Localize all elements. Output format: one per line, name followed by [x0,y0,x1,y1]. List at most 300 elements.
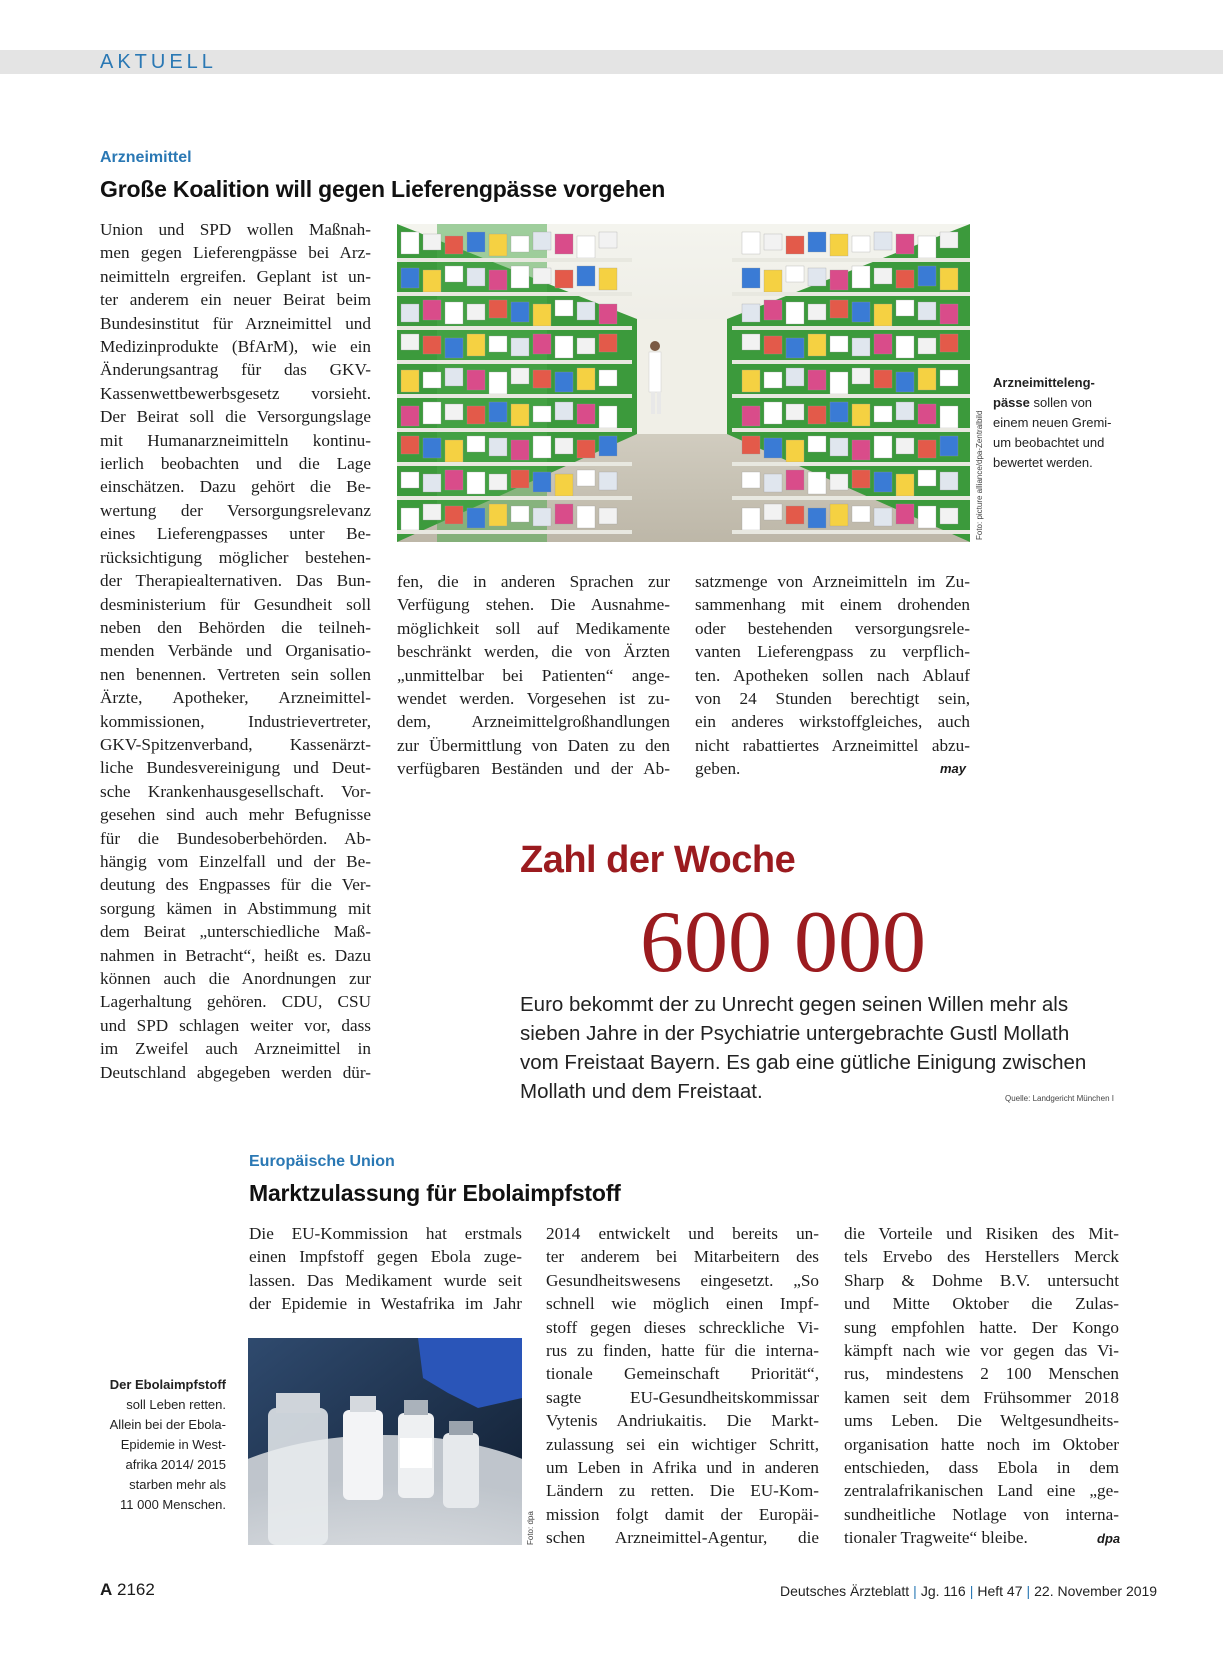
medicine-box [852,404,870,426]
medicine-box [830,402,848,422]
article1-col2-line: zur Übermittlung von Daten zu den [397,735,670,755]
medicine-box [742,304,760,322]
medicine-box [918,404,936,424]
medicine-box [808,436,826,452]
article1-col1-line: Änderungsantrag für das GKV- [100,360,371,380]
article1-photo-credit: Foto: picture alliance/dpa-Zentralbild [975,410,984,540]
article2-col2-line: Gesundheitswesens eingesetzt. „So [546,1270,819,1290]
article2-photo-credit: Foto: dpa [526,1511,535,1545]
shelf-board [732,428,970,432]
vaccine-illustration [248,1338,522,1545]
medicine-box [918,236,936,258]
zahl-text-line: Euro bekommt der zu Unrecht gegen seinen Willen mehr als [520,993,1069,1016]
article1-caption [993,373,1123,473]
article2-col3-line: die Vorteile und Risiken des Mit- [844,1224,1119,1243]
medicine-box [918,368,936,390]
medicine-box [918,470,936,486]
medicine-box [533,406,551,422]
medicine-box [533,436,551,458]
medicine-box [808,304,826,320]
medicine-box [577,266,595,286]
medicine-box [830,336,848,352]
article1-col1-line: sche Krankenhausgesellschaft. Vor- [100,781,371,801]
article2-caption-line: starben mehr als [129,1477,226,1492]
medicine-box [599,406,617,428]
medicine-box [808,406,826,424]
medicine-box [577,440,595,458]
medicine-box [830,234,848,256]
medicine-box [555,234,573,254]
medicine-box [852,338,870,356]
footer-citation: Deutsches Ärzteblatt | Jg. 116 | Heft 47 | 22. November 2019 [780,1583,1158,1599]
medicine-box [423,336,441,354]
article2-col2-line: stoff gegen dieses schreckliche Vi- [546,1317,819,1337]
medicine-box [742,406,760,426]
article2-caption-line: soll Leben retten. [126,1397,226,1412]
zahl-text-line: sieben Jahre in der Psychiatrie untergebrachte Gustl Mollath [520,1022,1070,1045]
medicine-box [401,508,419,530]
article1-col1-line: dem Beirat „unterschiedliche Maß- [100,922,371,942]
medicine-box [467,508,485,528]
medicine-box [401,472,419,488]
article2-col2-line: Vytenis Andriukaitis. Die Markt- [546,1411,819,1431]
medicine-box [874,472,892,492]
article1-col1-line: nen benennen. Vertreten sein sollen [100,664,371,684]
medicine-box [555,402,573,420]
medicine-box [599,370,617,386]
medicine-box [445,338,463,358]
medicine-box [401,436,419,454]
shelf-board [732,496,970,500]
medicine-box [940,268,958,290]
article2-headline: Marktzulassung für Ebolaimpfstoff [249,1180,621,1206]
medicine-box [401,406,419,426]
article1-col2-line: verfügbaren Beständen und der Ab- [397,759,670,779]
medicine-box [940,436,958,456]
article1-author: may [940,761,967,776]
medicine-box [401,268,419,288]
medicine-box [874,508,892,526]
article1-col1-line: rücksichtigung möglicher bestehen- [100,547,371,567]
medicine-box [555,270,573,288]
zahl-title: Zahl der Woche [520,839,796,881]
medicine-box [489,474,507,490]
shelf-board [732,462,970,466]
medicine-box [467,304,485,320]
shelf-board [732,258,970,262]
article2-col3-line: rus, mindestens 2 100 Menschen [844,1364,1119,1384]
medicine-box [423,300,441,320]
medicine-box [830,474,848,490]
article2-col2-line: rus zu finden, hatte für die interna- [546,1341,819,1361]
shelf-board [397,326,632,330]
medicine-box [896,402,914,420]
medicine-box [896,372,914,392]
medicine-box [918,506,936,528]
article2-col2-line: Ländern zu retten. Die EU-Kom- [546,1481,819,1501]
medicine-box [852,506,870,522]
article1-col1-line: ierlich beobachten und die Lage [100,454,371,474]
article2-col1-line: der Epidemie in Westafrika im Jahr [249,1294,522,1314]
medicine-box [467,232,485,252]
medicine-box [599,334,617,352]
medicine-box [852,266,870,288]
medicine-box [764,270,782,292]
medicine-box [940,370,958,386]
medicine-box [599,472,617,490]
shelf-board [732,360,970,364]
medicine-box [940,508,958,524]
article1-col2-line: wendet werden. Vorgesehen ist zu- [397,689,670,709]
footer-issue: Heft 47 [977,1583,1023,1599]
shelf-board [397,394,632,398]
medicine-box [577,404,595,424]
medicine-box [742,268,760,288]
medicine-box [401,232,419,254]
article1-col1-line: menden Verbände und Organisatio- [100,641,371,661]
article1-col1-line: liche Bundesvereinigung und Deut- [100,758,371,778]
medicine-box [808,370,826,390]
article1-col1-line: hängig vom Einzelfall und der Be- [100,851,371,871]
medicine-box [808,334,826,356]
article1-caption-line-5: bewertet werden. [993,455,1093,470]
medicine-box [577,506,595,528]
medicine-box [533,334,551,354]
medicine-box [874,334,892,354]
page-prefix: A [100,1580,113,1599]
medicine-box [467,406,485,424]
article1-col1-line: Kassenwettbewerbsgesetz vorsieht. [100,383,371,403]
medicine-box [742,334,760,350]
medicine-box [918,266,936,286]
medicine-box [808,508,826,528]
article2-col2-line: um Leben in Afrika und in anderen [546,1458,819,1478]
article1-col3-line: oder bestehenden versorgungsrele- [695,618,970,638]
medicine-box [489,336,507,352]
section-label: AKTUELL [100,51,217,73]
article2-col2-line: schen Arzneimittel-Agentur, die [546,1528,819,1548]
page-number-value: 2162 [117,1580,155,1599]
medicine-box [401,370,419,392]
article1-col1-line: eines Lieferengpasses unter Be- [100,524,371,544]
article1-col1-line: desministerium für Gesundheit soll [100,594,371,614]
medicine-box [511,368,529,384]
shelf-board [397,496,632,500]
pharmacy-shelves-photo [397,224,970,542]
zahl-text-line: Mollath und dem Freistaat. [520,1080,763,1103]
medicine-box [467,334,485,356]
medicine-box [599,304,617,324]
medicine-box [874,304,892,326]
article2-col1-line: Die EU-Kommission hat erstmals [249,1224,522,1243]
medicine-box [764,300,782,320]
article2-col3-line: sundheitliche Notlage von interna- [844,1504,1119,1524]
medicine-box [445,470,463,490]
medicine-box [423,270,441,292]
medicine-box [786,236,804,254]
medicine-box [489,234,507,256]
article1-caption-line-3: einem neuen Gremi- [993,415,1112,430]
medicine-box [555,474,573,496]
medicine-box [764,474,782,492]
article2-col2-line: zulassung sei ein wichtiger Schritt, [546,1434,819,1454]
medicine-box [852,302,870,322]
article2-col2 [546,1222,819,1550]
medicine-box [467,436,485,452]
zahl-text [520,990,1130,1106]
article1-col2-line: fen, die in anderen Sprachen zur [397,572,670,591]
article1-col1-line: Der Beirat soll die Versorgungslage [100,407,371,427]
medicine-box [742,436,760,454]
medicine-box [764,402,782,424]
medicine-box [401,334,419,350]
pharmacy-illustration [397,224,970,542]
article1-col2-line: möglichkeit soll auf Medikamente [397,618,670,638]
article1-col1-line: gesehen sind auch mehr Befugnisse [100,805,371,825]
article2-col3-line: tionaler Tragweite“ bleibe. [844,1528,1028,1548]
medicine-box [423,234,441,250]
article2-col3-line: kamen seit dem Frühsommer 2018 [844,1387,1119,1407]
article1-col1-line: Union und SPD wollen Maßnah- [100,220,371,239]
medicine-box [896,438,914,454]
medicine-box [533,472,551,492]
article1-col3-line: nicht rabattiertes Arzneimittel abzu- [695,735,970,755]
medicine-box [401,304,419,322]
article1-col1-line: Ärzte, Apotheker, Arzneimittel- [100,688,371,708]
medicine-box [808,268,826,286]
article1-col1-line: und SPD schlagen weiter vor, dass [100,1015,371,1035]
medicine-box [786,368,804,386]
article2-col2-line: tionale Gemeinschaft Priorität“, [546,1364,819,1384]
article1-col1-line: im Zweifel auch Arzneimittel in [100,1039,371,1059]
article2-caption-line: Epidemie in West- [120,1437,226,1452]
medicine-box [533,508,551,526]
article1-col1-line: wertung der Versorgungsrelevanz [100,500,371,520]
medicine-box [533,232,551,250]
article2-col3-line: entschieden, dass Ebola in dem [844,1458,1119,1478]
article1-col1-line: men gegen Lieferengpässe bei Arz- [100,243,371,263]
article2-col2-line: schnell wie möglich einen Impf- [546,1294,819,1314]
article1-col2-line: „unmittelbar bei Patienten“ ange- [397,665,670,685]
shelf-board [397,428,632,432]
medicine-box [874,232,892,250]
medicine-box [577,470,595,486]
article1-col1-line: mit Humanarzneimitteln kontinu- [100,430,371,450]
medicine-box [445,302,463,324]
article1-col1-line: einschätzen. Dazu gehört die Be- [100,477,371,497]
article1-col3-line: ein anderes wirkstoffgleiches, auch [695,712,970,732]
article2-kicker: Europäische Union [249,1153,395,1170]
medicine-box [533,370,551,388]
article1-caption-line-2: sollen von [1029,395,1093,410]
shelf-board [397,530,632,534]
medicine-box [786,470,804,490]
medicine-box [423,402,441,424]
footer-date: 22. November 2019 [1034,1583,1158,1599]
medicine-box [852,368,870,384]
medicine-box [489,372,507,394]
article1-col3-line: vanten Lieferengpass zu verpflich- [695,642,970,662]
medicine-box [445,236,463,254]
medicine-box [786,404,804,420]
article1-col1-line: Deutschland abgegeben werden dür- [100,1062,371,1082]
article1-col1-line: Lagerhaltung gehören. CDU, CSU [100,992,371,1012]
medicine-box [489,300,507,318]
medicine-box [489,270,507,290]
medicine-box [467,370,485,390]
medicine-box [511,338,529,356]
medicine-box [599,436,617,456]
article2-caption-line: afrika 2014/ 2015 [125,1457,226,1472]
shelf-board [732,394,970,398]
article2-caption-line: 11 000 Menschen. [120,1497,226,1512]
medicine-box [511,236,529,252]
medicine-box [533,268,551,284]
article1-headline: Große Koalition will gegen Lieferengpässe vorgehen [100,176,666,202]
medicine-box [445,506,463,524]
medicine-box [764,372,782,388]
article1-col1-line: Medizinprodukte (BfArM), wie ein [100,337,371,357]
article1-col1-line: GKV-Spitzenverband, Kassenärzt- [100,734,371,754]
shelf-board [732,292,970,296]
medicine-box [555,438,573,454]
medicine-box [852,470,870,488]
footer-volume: Jg. 116 [920,1583,966,1599]
medicine-box [786,338,804,358]
medicine-box [896,504,914,524]
medicine-box [577,236,595,258]
medicine-box [445,368,463,386]
article2-col3-line: zentralafrikanischen Land eine „ge- [844,1481,1119,1501]
article2-col2-line: mission folgt damit der Europäi- [546,1504,819,1524]
medicine-box [764,234,782,250]
medicine-box [764,336,782,354]
article1-col3-line: satzmenge von Arzneimitteln im Zu- [695,572,970,591]
medicine-box [940,406,958,428]
article1-col1-line: neben den Behörden die teilneh- [100,617,371,637]
medicine-box [742,370,760,392]
article1-col1 [100,218,371,1084]
vaccine-vials-photo [248,1338,522,1545]
medicine-box [786,266,804,282]
article2-col2-line: 2014 entwickelt und bereits un- [546,1224,819,1243]
article1-col2 [397,570,670,781]
medicine-box [511,506,529,522]
article1-col1-line: nahmen in Betracht“, heißt es. Dazu [100,945,371,965]
article2-caption-line: Allein bei der Ebola- [109,1417,226,1432]
shelf-board [397,292,632,296]
article1-col2-line: beschränkt werden, die von Ärzten [397,642,670,662]
article2-col3-line: organisation hatte noch im Oktober [844,1434,1119,1454]
medicine-box [940,334,958,352]
medicine-box [599,268,617,290]
medicine-box [577,338,595,354]
article2-col1 [249,1222,522,1316]
medicine-box [874,268,892,284]
medicine-box [423,504,441,520]
article1-caption-bold-1: Arzneimitteleng- [993,375,1095,390]
medicine-box [445,404,463,420]
article1-col1-line: können auch die Anordnungen zur [100,969,371,988]
article2-col1-line: einen Impfstoff gegen Ebola zuge- [249,1247,522,1267]
article1-col2-line: Verfügung stehen. Die Ausnahme- [397,595,670,615]
medicine-box [511,470,529,488]
article2-col3-line: kämpft nach wie vor gegen das Vi- [844,1341,1119,1361]
article2-col3-line: ums Leben. Die Weltgesundheits- [844,1411,1119,1431]
medicine-box [874,406,892,422]
medicine-box [940,472,958,490]
article2-col3-line: Sharp & Dohme B.V. untersucht [844,1270,1119,1290]
medicine-box [896,336,914,358]
medicine-box [423,372,441,388]
article1-col1-line: sorgung kämen in Abstimmung mit [100,898,371,918]
medicine-box [786,506,804,524]
medicine-box [555,372,573,392]
article2-author: dpa [1097,1531,1121,1546]
article1-col3-line: von 24 Stunden berechtigt sein, [695,689,970,709]
medicine-box [423,438,441,458]
medicine-box [852,440,870,460]
medicine-box [511,266,529,288]
medicine-box [511,302,529,322]
medicine-box [852,236,870,252]
zahl-source: Quelle: Landgericht München I [1005,1094,1114,1103]
medicine-box [467,472,485,494]
medicine-box [467,268,485,286]
medicine-box [896,234,914,254]
article1-col2-line: dem, Arzneimittelgroßhandlungen [397,712,670,732]
article1-col1-line: neimitteln ergreifen. Geplant ist un- [100,266,371,286]
article2-col3-line: tels Ervebo des Herstellers Merck [844,1247,1119,1267]
medicine-box [808,472,826,494]
medicine-box [830,438,848,456]
article1-col3-line: ten. Apotheken sollen nach Ablauf [695,665,970,685]
medicine-box [511,404,529,426]
medicine-box [896,300,914,316]
article1-col1-line: kommissionen, Industrievertreter, [100,711,371,731]
medicine-box [742,508,760,530]
medicine-box [830,300,848,318]
article1-col3 [695,570,970,781]
medicine-box [918,302,936,320]
medicine-box [786,302,804,324]
article1-col3-line: geben. [695,759,741,779]
medicine-box [489,402,507,422]
article1-col3-line: sammenhang mit einem drohenden [695,595,970,615]
article2-col3-line: und Mitte Oktober die Zulas- [844,1294,1119,1314]
medicine-box [599,232,617,248]
article1-caption-bold-2: pässe [993,395,1030,410]
medicine-box [830,270,848,290]
medicine-box [555,300,573,316]
shelf-board [397,462,632,466]
medicine-box [511,440,529,460]
article1-col1-line: Bundesinstitut für Arzneimittel und [100,313,371,333]
medicine-box [489,504,507,526]
article2-caption-bold: Der Ebolaimpfstoff [109,1377,226,1392]
medicine-box [742,472,760,488]
medicine-box [742,232,760,254]
article1-caption-line-4: um beobachtet und [993,435,1105,450]
medicine-box [533,304,551,326]
zahl-number: 600 000 [640,894,926,991]
medicine-box [940,304,958,324]
article1-col1-line: ter anderem ein neuer Beirat beim [100,290,371,310]
medicine-box [896,474,914,496]
medicine-box [874,370,892,388]
medicine-box [577,368,595,390]
medicine-box [940,232,958,248]
